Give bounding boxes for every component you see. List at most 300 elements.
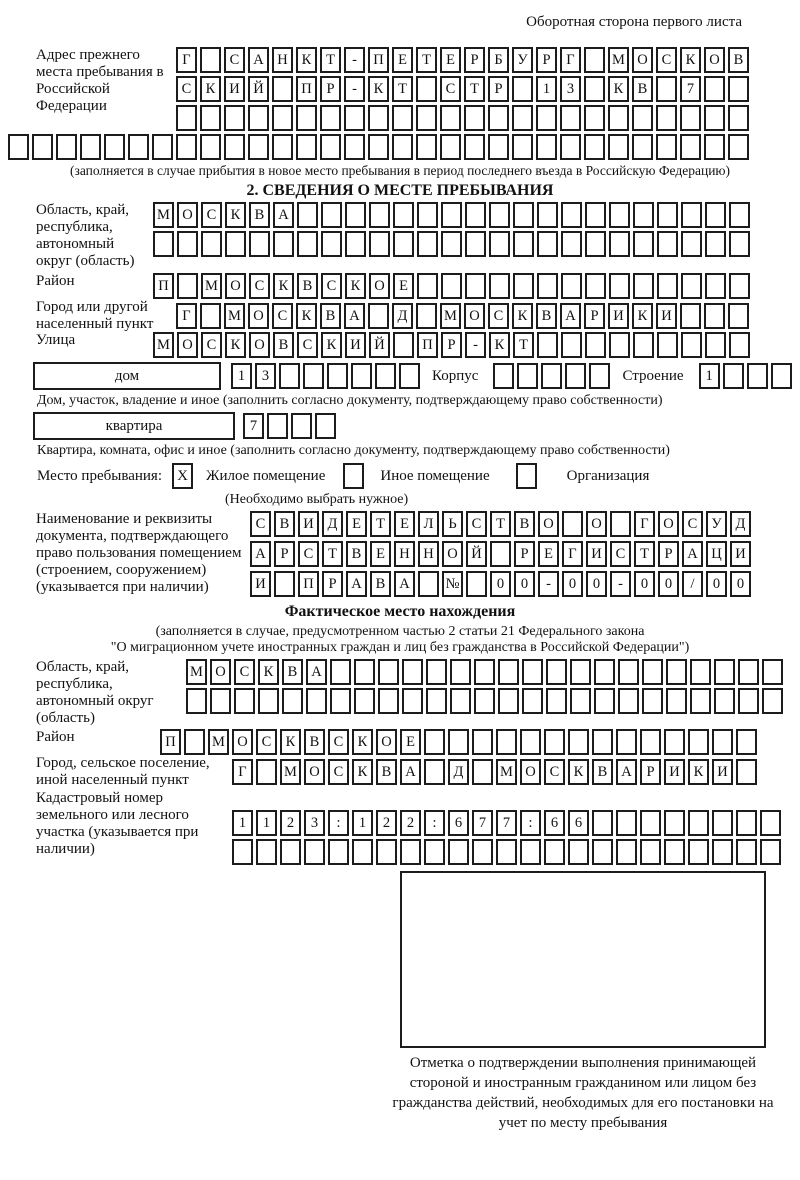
char-cell: № [442, 571, 463, 597]
char-cell: Т [370, 511, 391, 537]
char-cell: Д [448, 759, 469, 785]
char-cell [200, 134, 221, 160]
char-cell [729, 273, 750, 299]
char-cell: 1 [352, 810, 373, 836]
char-cell [200, 303, 221, 329]
char-cell: Ц [706, 541, 727, 567]
char-cell [704, 76, 725, 102]
char-cell: К [352, 759, 373, 785]
char-cell: А [306, 659, 327, 685]
char-cell [585, 332, 606, 358]
char-cell [728, 303, 749, 329]
char-cell [296, 105, 317, 131]
char-cell [657, 202, 678, 228]
char-cell: Й [369, 332, 390, 358]
char-cell: 0 [562, 571, 583, 597]
char-cell [392, 134, 413, 160]
char-cell: У [512, 47, 533, 73]
char-cell [315, 413, 336, 439]
char-cell: 7 [496, 810, 517, 836]
char-cell [375, 363, 396, 389]
char-cell: П [160, 729, 181, 755]
char-cell [664, 729, 685, 755]
char-cell [448, 729, 469, 755]
char-cell: Р [514, 541, 535, 567]
grid-row [153, 273, 750, 299]
cadastre-rows [232, 810, 781, 865]
char-cell [704, 134, 725, 160]
char-cell: О [442, 541, 463, 567]
apartment-row [0, 412, 800, 440]
grid-row [232, 759, 757, 785]
factual-region-label: Область, край, республика, автономный округ (область) [36, 659, 154, 726]
char-cell: О [369, 273, 390, 299]
char-cell: К [512, 303, 533, 329]
char-cell: О [225, 273, 246, 299]
char-cell [705, 332, 726, 358]
char-cell [400, 839, 421, 865]
char-cell [368, 105, 389, 131]
char-cell: К [296, 303, 317, 329]
char-cell [272, 76, 293, 102]
char-cell [680, 134, 701, 160]
char-cell: С [224, 47, 245, 73]
char-cell [376, 839, 397, 865]
char-cell [498, 688, 519, 714]
char-cell [272, 105, 293, 131]
char-cell: К [568, 759, 589, 785]
char-cell: С [682, 511, 703, 537]
char-cell: И [345, 332, 366, 358]
char-cell: 0 [490, 571, 511, 597]
char-cell [440, 105, 461, 131]
char-cell: О [658, 511, 679, 537]
char-cell [594, 659, 615, 685]
char-cell [512, 76, 533, 102]
char-cell [633, 202, 654, 228]
char-cell: - [344, 47, 365, 73]
char-cell: О [304, 759, 325, 785]
char-cell [609, 231, 630, 257]
district-label: Район [36, 273, 75, 289]
char-cell: : [520, 810, 541, 836]
char-cell: Н [272, 47, 293, 73]
char-cell [705, 273, 726, 299]
char-cell [465, 202, 486, 228]
char-cell: А [394, 571, 415, 597]
char-cell [536, 105, 557, 131]
char-cell: 1 [699, 363, 720, 389]
confirmation-mark-box [400, 871, 766, 1048]
char-cell: И [730, 541, 751, 567]
city-row [0, 299, 800, 332]
char-cell: С [488, 303, 509, 329]
char-cell [632, 134, 653, 160]
char-cell [210, 688, 231, 714]
char-cell [344, 134, 365, 160]
char-cell: 6 [568, 810, 589, 836]
char-cell: Е [538, 541, 559, 567]
char-cell [291, 413, 312, 439]
char-cell: А [273, 202, 294, 228]
char-cell [771, 363, 792, 389]
apartment-caption: Квартира, комната, офис и иное (заполнить согласно документу, подтверждающему право собственности) [37, 443, 670, 458]
char-cell: С [544, 759, 565, 785]
char-cell [584, 105, 605, 131]
char-cell [537, 231, 558, 257]
char-cell [657, 273, 678, 299]
char-cell [736, 729, 757, 755]
char-cell: Д [322, 511, 343, 537]
char-cell [282, 688, 303, 714]
char-cell [402, 688, 423, 714]
previous-address-block [0, 47, 800, 131]
grid-row [176, 76, 749, 102]
char-cell: О [586, 511, 607, 537]
char-cell [279, 363, 300, 389]
char-cell: 1 [536, 76, 557, 102]
char-cell: Д [730, 511, 751, 537]
char-cell: О [520, 759, 541, 785]
char-cell: К [368, 76, 389, 102]
char-cell [32, 134, 53, 160]
char-cell [200, 105, 221, 131]
char-cell [416, 134, 437, 160]
grid-row [186, 688, 783, 714]
char-cell: С [176, 76, 197, 102]
grid-row [176, 303, 749, 329]
char-cell [537, 273, 558, 299]
char-cell: 3 [304, 810, 325, 836]
char-cell [378, 688, 399, 714]
char-cell: Е [394, 511, 415, 537]
char-cell [522, 659, 543, 685]
char-cell [594, 688, 615, 714]
char-cell: 0 [514, 571, 535, 597]
char-cell [666, 688, 687, 714]
char-cell: П [153, 273, 174, 299]
char-cell [441, 231, 462, 257]
char-cell: Т [392, 76, 413, 102]
char-cell [297, 202, 318, 228]
char-cell: К [345, 273, 366, 299]
char-cell: - [538, 571, 559, 597]
char-cell [570, 688, 591, 714]
char-cell: 2 [280, 810, 301, 836]
char-cell [234, 688, 255, 714]
char-cell [177, 231, 198, 257]
char-cell [417, 231, 438, 257]
factual-caption-line1: (заполняется в случае, предусмотренном частью 2 статьи 21 Федерального закона [155, 624, 645, 639]
char-cell [664, 810, 685, 836]
char-cell: М [440, 303, 461, 329]
house-number-cells [231, 363, 420, 389]
char-cell [657, 231, 678, 257]
char-cell: С [250, 511, 271, 537]
char-cell: И [586, 541, 607, 567]
char-cell: М [224, 303, 245, 329]
char-cell: К [321, 332, 342, 358]
char-cell [248, 134, 269, 160]
char-cell: Р [322, 571, 343, 597]
char-cell: В [536, 303, 557, 329]
char-cell [297, 231, 318, 257]
char-cell: К [200, 76, 221, 102]
option-organization-label: Организация [566, 467, 650, 484]
char-cell [681, 273, 702, 299]
char-cell: М [608, 47, 629, 73]
char-cell [450, 659, 471, 685]
char-cell: И [712, 759, 733, 785]
char-cell: В [514, 511, 535, 537]
stroenie-label: Строение [622, 367, 684, 384]
char-cell [714, 659, 735, 685]
city-label: Город или другой населенный пункт [36, 299, 154, 332]
stay-type-label: Место пребывания: [37, 467, 162, 484]
char-cell [186, 688, 207, 714]
char-cell [320, 105, 341, 131]
char-cell [256, 759, 277, 785]
char-cell [424, 839, 445, 865]
char-cell: П [417, 332, 438, 358]
char-cell [633, 332, 654, 358]
char-cell: М [201, 273, 222, 299]
char-cell: М [186, 659, 207, 685]
char-cell: Н [394, 541, 415, 567]
char-cell [417, 273, 438, 299]
char-cell [712, 810, 733, 836]
char-cell [633, 231, 654, 257]
char-cell [351, 363, 372, 389]
grid-row [153, 202, 750, 228]
house-row [0, 362, 800, 390]
char-cell: А [250, 541, 271, 567]
char-cell [416, 76, 437, 102]
char-cell: В [273, 332, 294, 358]
char-cell [690, 659, 711, 685]
char-cell [688, 810, 709, 836]
char-cell [352, 839, 373, 865]
char-cell [584, 76, 605, 102]
char-cell: Р [640, 759, 661, 785]
char-cell: В [282, 659, 303, 685]
factual-district-row [0, 729, 800, 755]
char-cell [368, 303, 389, 329]
char-cell: А [616, 759, 637, 785]
char-cell [608, 105, 629, 131]
char-cell: О [248, 303, 269, 329]
char-cell: К [608, 76, 629, 102]
char-cell: - [465, 332, 486, 358]
char-cell: Е [370, 541, 391, 567]
char-cell: В [376, 759, 397, 785]
char-cell [561, 231, 582, 257]
char-cell [327, 363, 348, 389]
char-cell: К [225, 332, 246, 358]
char-cell [393, 332, 414, 358]
char-cell: Г [560, 47, 581, 73]
char-cell: Е [346, 511, 367, 537]
char-cell [608, 134, 629, 160]
grid-row [176, 47, 749, 73]
korpus-cells [493, 363, 610, 389]
char-cell: Й [248, 76, 269, 102]
char-cell [656, 134, 677, 160]
char-cell: Т [416, 47, 437, 73]
char-cell [712, 729, 733, 755]
char-cell: В [249, 202, 270, 228]
char-cell: В [346, 541, 367, 567]
char-cell [489, 202, 510, 228]
char-cell [688, 729, 709, 755]
grid-row [160, 729, 757, 755]
char-cell [225, 231, 246, 257]
char-cell: Г [232, 759, 253, 785]
char-cell: К [680, 47, 701, 73]
char-cell: О [177, 202, 198, 228]
char-cell: А [400, 759, 421, 785]
char-cell [633, 273, 654, 299]
char-cell [546, 688, 567, 714]
char-cell [441, 273, 462, 299]
char-cell [704, 105, 725, 131]
char-cell: 0 [634, 571, 655, 597]
char-cell [560, 105, 581, 131]
char-cell [560, 134, 581, 160]
char-cell [306, 688, 327, 714]
previous-address-label: Адрес прежнего места пребывания в Российской Федерации [36, 47, 164, 114]
char-cell: К [632, 303, 653, 329]
char-cell: Г [176, 47, 197, 73]
char-cell [345, 231, 366, 257]
char-cell: В [304, 729, 325, 755]
char-cell: С [234, 659, 255, 685]
char-cell: Р [464, 47, 485, 73]
char-cell [488, 134, 509, 160]
char-cell [378, 659, 399, 685]
char-cell: П [368, 47, 389, 73]
char-cell [517, 363, 538, 389]
factual-region-block [0, 659, 800, 727]
char-cell [472, 839, 493, 865]
char-cell [296, 134, 317, 160]
char-cell: Б [488, 47, 509, 73]
char-cell [589, 363, 610, 389]
char-cell [728, 76, 749, 102]
previous-address-rows [176, 47, 749, 131]
char-cell [441, 202, 462, 228]
region-rows [153, 202, 750, 257]
char-cell: 0 [586, 571, 607, 597]
char-cell: О [538, 511, 559, 537]
char-cell [736, 810, 757, 836]
char-cell [513, 231, 534, 257]
char-cell: О [249, 332, 270, 358]
char-cell: С [272, 303, 293, 329]
char-cell: В [632, 76, 653, 102]
char-cell: К [352, 729, 373, 755]
grid-row [250, 511, 751, 537]
stay-type-row [37, 463, 800, 489]
checkbox-organization [516, 463, 537, 489]
char-cell [466, 571, 487, 597]
char-cell: Р [488, 76, 509, 102]
char-cell [176, 134, 197, 160]
char-cell: Р [584, 303, 605, 329]
char-cell [561, 273, 582, 299]
char-cell: Г [562, 541, 583, 567]
document-block [0, 511, 800, 597]
char-cell [561, 332, 582, 358]
char-cell [570, 659, 591, 685]
grid-row [153, 231, 750, 257]
char-cell [354, 659, 375, 685]
street-label: Улица [36, 332, 76, 348]
char-cell [464, 105, 485, 131]
char-cell [256, 839, 277, 865]
char-cell [330, 659, 351, 685]
char-cell: : [424, 810, 445, 836]
char-cell [418, 571, 439, 597]
district-row [0, 273, 800, 299]
char-cell: О [232, 729, 253, 755]
previous-address-caption: (заполняется в случае прибытия в новое место пребывания в период последнего въезда в Российскую Федерацию) [69, 163, 731, 178]
char-cell: М [496, 759, 517, 785]
char-cell [729, 231, 750, 257]
char-cell: В [728, 47, 749, 73]
char-cell [104, 134, 125, 160]
char-cell [267, 413, 288, 439]
region-block [0, 202, 800, 270]
char-cell: Й [466, 541, 487, 567]
char-cell [345, 202, 366, 228]
char-cell: Т [322, 541, 343, 567]
char-cell [272, 134, 293, 160]
char-cell [738, 688, 759, 714]
char-cell: П [298, 571, 319, 597]
char-cell [729, 202, 750, 228]
char-cell: Т [464, 76, 485, 102]
char-cell: С [249, 273, 270, 299]
char-cell [369, 231, 390, 257]
char-cell [513, 202, 534, 228]
char-cell: Т [490, 511, 511, 537]
char-cell [496, 839, 517, 865]
char-cell [736, 839, 757, 865]
char-cell: С [297, 332, 318, 358]
char-cell: Р [441, 332, 462, 358]
char-cell: 7 [680, 76, 701, 102]
char-cell: 3 [255, 363, 276, 389]
char-cell: 6 [448, 810, 469, 836]
confirmation-mark-caption: Отметка о подтверждении выполнения принимающей стороной и иностранным гражданином или лицом без гражданства действий, необходимых для его постановки на учет по месту пребывания [392, 1055, 774, 1131]
char-cell: К [273, 273, 294, 299]
char-cell [584, 47, 605, 73]
char-cell [688, 839, 709, 865]
char-cell [736, 759, 757, 785]
char-cell [618, 688, 639, 714]
char-cell [680, 303, 701, 329]
char-cell: Д [392, 303, 413, 329]
char-cell [680, 105, 701, 131]
char-cell [493, 363, 514, 389]
factual-district-label: Район [36, 729, 75, 745]
char-cell: В [297, 273, 318, 299]
char-cell [489, 231, 510, 257]
char-cell [249, 231, 270, 257]
char-cell [544, 839, 565, 865]
char-cell [738, 659, 759, 685]
